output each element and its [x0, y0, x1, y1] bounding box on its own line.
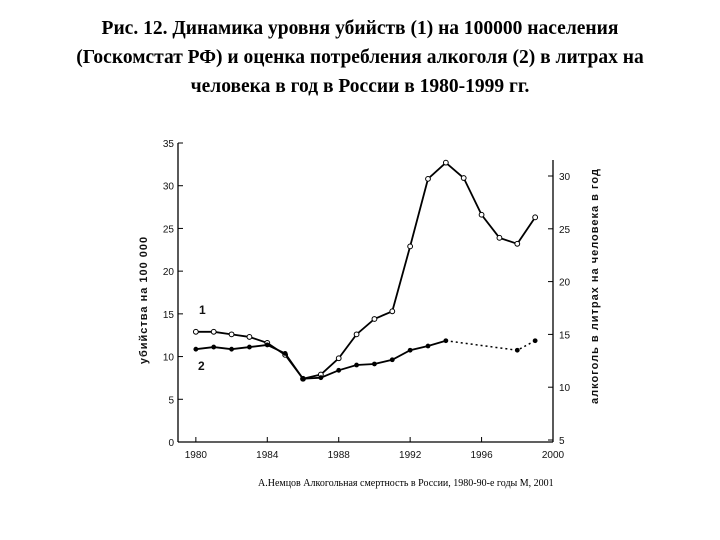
left-y-axis	[163, 139, 183, 449]
series-1-point	[426, 176, 431, 181]
series-1-point	[336, 356, 341, 361]
series-1-point	[372, 317, 377, 322]
series-1-point	[229, 332, 234, 337]
series-1-line	[196, 163, 535, 379]
series-2-point	[247, 345, 252, 350]
right-tick-label: 30	[559, 172, 571, 183]
left-tick-label: 35	[162, 139, 174, 150]
right-y-axis-label: алкоголь в литрах на человека в год	[589, 168, 601, 404]
series-1-point	[193, 329, 198, 334]
series-1-point	[479, 212, 484, 217]
series-2-point	[283, 351, 288, 356]
series-1-point	[354, 332, 359, 337]
title-line-3: человека в год в России в 1980-1999 гг.	[190, 76, 530, 97]
plot-frame	[178, 143, 553, 442]
left-tick-label: 5	[168, 395, 174, 407]
series-1-label: 1	[199, 303, 206, 317]
x-axis	[185, 437, 565, 461]
series-2-point	[229, 347, 234, 352]
right-tick-label: 25	[559, 224, 571, 236]
series-2-label: 2	[198, 359, 205, 373]
right-tick-label: 20	[559, 277, 571, 289]
series-1-point	[533, 215, 538, 220]
x-tick-label: 1980	[184, 450, 207, 461]
left-y-axis-label: убийства на 100 000	[138, 235, 150, 365]
left-tick-label: 0	[168, 438, 174, 449]
series-2-point	[265, 343, 270, 348]
title-line-1: Рис. 12. Динамика уровня убийств (1) на 100000 населения	[101, 18, 619, 39]
left-tick-label: 15	[162, 309, 174, 321]
title-line-2: (Госкомстат РФ) и оценка потребления алкоголя (2) в литрах на	[76, 47, 644, 68]
series-2-point	[426, 344, 431, 349]
left-tick-label: 25	[162, 224, 174, 236]
right-tick-label: 15	[559, 330, 571, 342]
series-1-point	[443, 160, 448, 165]
source-note: А.Немцов Алкогольная смертность в России, 1980-90-е годы М, 2001	[258, 478, 554, 489]
series-2-point	[533, 338, 538, 343]
left-tick-label: 20	[162, 267, 174, 279]
x-tick-label: 1996	[470, 450, 493, 461]
series-1-point	[515, 241, 520, 246]
series-2-point	[408, 348, 413, 353]
x-tick-label: 1992	[399, 450, 422, 461]
left-tick-label: 10	[162, 352, 174, 364]
left-tick-label: 30	[162, 181, 174, 193]
series-1-point	[211, 329, 216, 334]
series-2-point	[372, 362, 377, 367]
series-2-dotted-line	[446, 341, 535, 351]
series-2-point	[193, 347, 198, 352]
series-group	[193, 160, 537, 381]
x-tick-label: 1988	[327, 450, 350, 461]
right-tick-label: 5	[559, 436, 565, 447]
series-2-point	[318, 375, 323, 380]
series-1-point	[461, 176, 466, 181]
series-2-point	[515, 348, 520, 353]
right-y-axis	[548, 172, 571, 447]
series-2-point	[301, 376, 306, 381]
series-2-point	[336, 368, 341, 373]
x-tick-label: 2000	[541, 450, 565, 461]
series-2-point	[211, 345, 216, 350]
series-2-point	[354, 363, 359, 368]
series-1-point	[247, 335, 252, 340]
right-tick-label: 10	[559, 383, 571, 395]
series-1-point	[390, 309, 395, 314]
series-2-point	[390, 357, 395, 362]
series-1-point	[497, 235, 502, 240]
series-1-point	[408, 244, 413, 249]
series-2-point	[443, 338, 448, 343]
x-tick-label: 1984	[256, 450, 279, 461]
